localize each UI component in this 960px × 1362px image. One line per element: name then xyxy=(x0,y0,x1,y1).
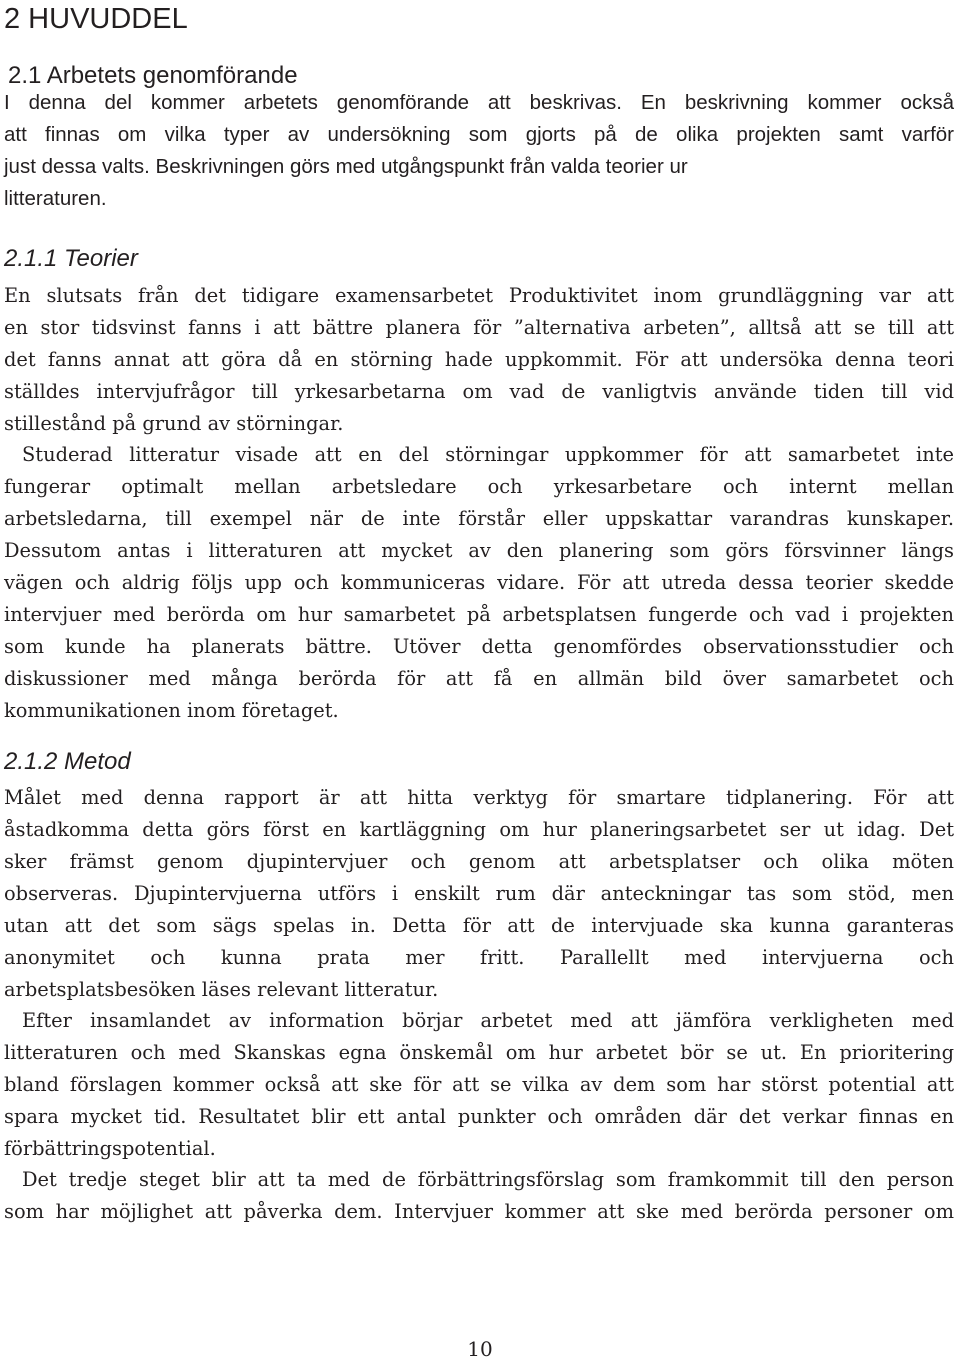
paragraph-line: fungerar optimalt mellan arbetsledare och yrkesarbetare och internt mellan xyxy=(4,475,954,498)
paragraph-line: som kunde ha planerats bättre. Utöver detta genomfördes observationsstudier och xyxy=(4,635,954,658)
paragraph-line: Dessutom antas i litteraturen att mycket av den planering som görs försvinner längs xyxy=(4,539,954,562)
metod-paragraph-1 xyxy=(4,782,954,1006)
paragraph-line: kommunikationen inom företaget. xyxy=(4,699,339,722)
metod-paragraph-2 xyxy=(4,1005,954,1165)
paragraph-line: En slutsats från det tidigare examensarbetet Produktivitet inom grundläggning var att xyxy=(4,284,954,307)
intro-line: att finnas om vilka typer av undersökning som gjorts på de olika projekten samt varför xyxy=(4,123,954,146)
paragraph-line: åstadkomma detta görs först en kartläggning om hur planeringsarbetet ser ut idag. Det xyxy=(4,818,954,841)
teorier-paragraph-2 xyxy=(4,439,954,727)
paragraph-line: vägen och aldrig följs upp och kommuniceras vidare. För att utreda dessa teorier skedde xyxy=(4,571,954,594)
paragraph-line: Studerad litteratur visade att en del störningar uppkommer för att samarbetet inte xyxy=(22,443,954,466)
paragraph-line: litteraturen och med Skanskas egna önskemål om hur arbetet bör se ut. En prioritering xyxy=(4,1041,954,1064)
paragraph-line: intervjuer med berörda om hur samarbetet på arbetsplatsen fungerde och vad i projekten xyxy=(4,603,954,626)
intro-paragraph xyxy=(4,87,954,215)
paragraph-line: stillestånd på grund av störningar. xyxy=(4,412,344,435)
paragraph-line: en stor tidsvinst fanns i att bättre planera för ”alternativa arbeten”, alltså att se till att xyxy=(4,316,954,339)
paragraph-line: som har möjlighet att påverka dem. Intervjuer kommer att ske med berörda personer om xyxy=(4,1200,954,1223)
intro-line: just dessa valts. Beskrivningen görs med utgångspunkt från valda teorier ur xyxy=(4,155,688,178)
chapter-heading: 2 HUVUDDEL xyxy=(4,3,188,35)
intro-line: litteraturen. xyxy=(4,187,107,210)
metod-paragraph-3 xyxy=(4,1164,954,1228)
paragraph-line: utan att det som sägs spelas in. Detta för att de intervjuade ska kunna garanteras xyxy=(4,914,954,937)
paragraph-line: Det tredje steget blir att ta med de förbättringsförslag som framkommit till den person xyxy=(22,1168,954,1191)
page-number: 10 xyxy=(467,1337,493,1361)
teorier-paragraph-1 xyxy=(4,280,954,440)
paragraph-line: Efter insamlandet av information börjar arbetet med att jämföra verkligheten med xyxy=(22,1009,954,1032)
subsection-heading-metod: 2.1.2 Metod xyxy=(4,748,131,775)
paragraph-line: anonymitet och kunna prata mer fritt. Parallellt med intervjuerna och xyxy=(4,946,954,969)
paragraph-line: observeras. Djupintervjuerna utförs i enskilt rum där anteckningar tas som stöd, men xyxy=(4,882,954,905)
paragraph-line: diskussioner med många berörda för att få en allmän bild över samarbetet och xyxy=(4,667,954,690)
paragraph-line: bland förslagen kommer också att ske för att se vilka av dem som har störst potential att xyxy=(4,1073,954,1096)
section-heading: 2.1 Arbetets genomförande xyxy=(8,62,298,89)
paragraph-line: ställdes intervjufrågor till yrkesarbetarna om vad de vanligtvis använde tiden till vid xyxy=(4,380,954,403)
paragraph-line: förbättringspotential. xyxy=(4,1137,216,1160)
paragraph-line: sker främst genom djupintervjuer och genom att arbetsplatser och olika möten xyxy=(4,850,954,873)
paragraph-line: arbetsplatsbesöken läses relevant litteratur. xyxy=(4,978,439,1001)
intro-line: I denna del kommer arbetets genomförande att beskrivas. En beskrivning kommer också xyxy=(4,91,954,114)
paragraph-line: det fanns annat att göra då en störning hade uppkommit. För att undersöka denna teori xyxy=(4,348,954,371)
paragraph-line: spara mycket tid. Resultatet blir ett antal punkter och områden där det verkar finnas en xyxy=(4,1105,954,1128)
paragraph-line: Målet med denna rapport är att hitta verktyg för smartare tidplanering. För att xyxy=(4,786,954,809)
paragraph-line: arbetsledarna, till exempel när de inte förstår eller uppskattar varandras kunskaper. xyxy=(4,507,954,530)
subsection-heading-teorier: 2.1.1 Teorier xyxy=(4,245,138,272)
